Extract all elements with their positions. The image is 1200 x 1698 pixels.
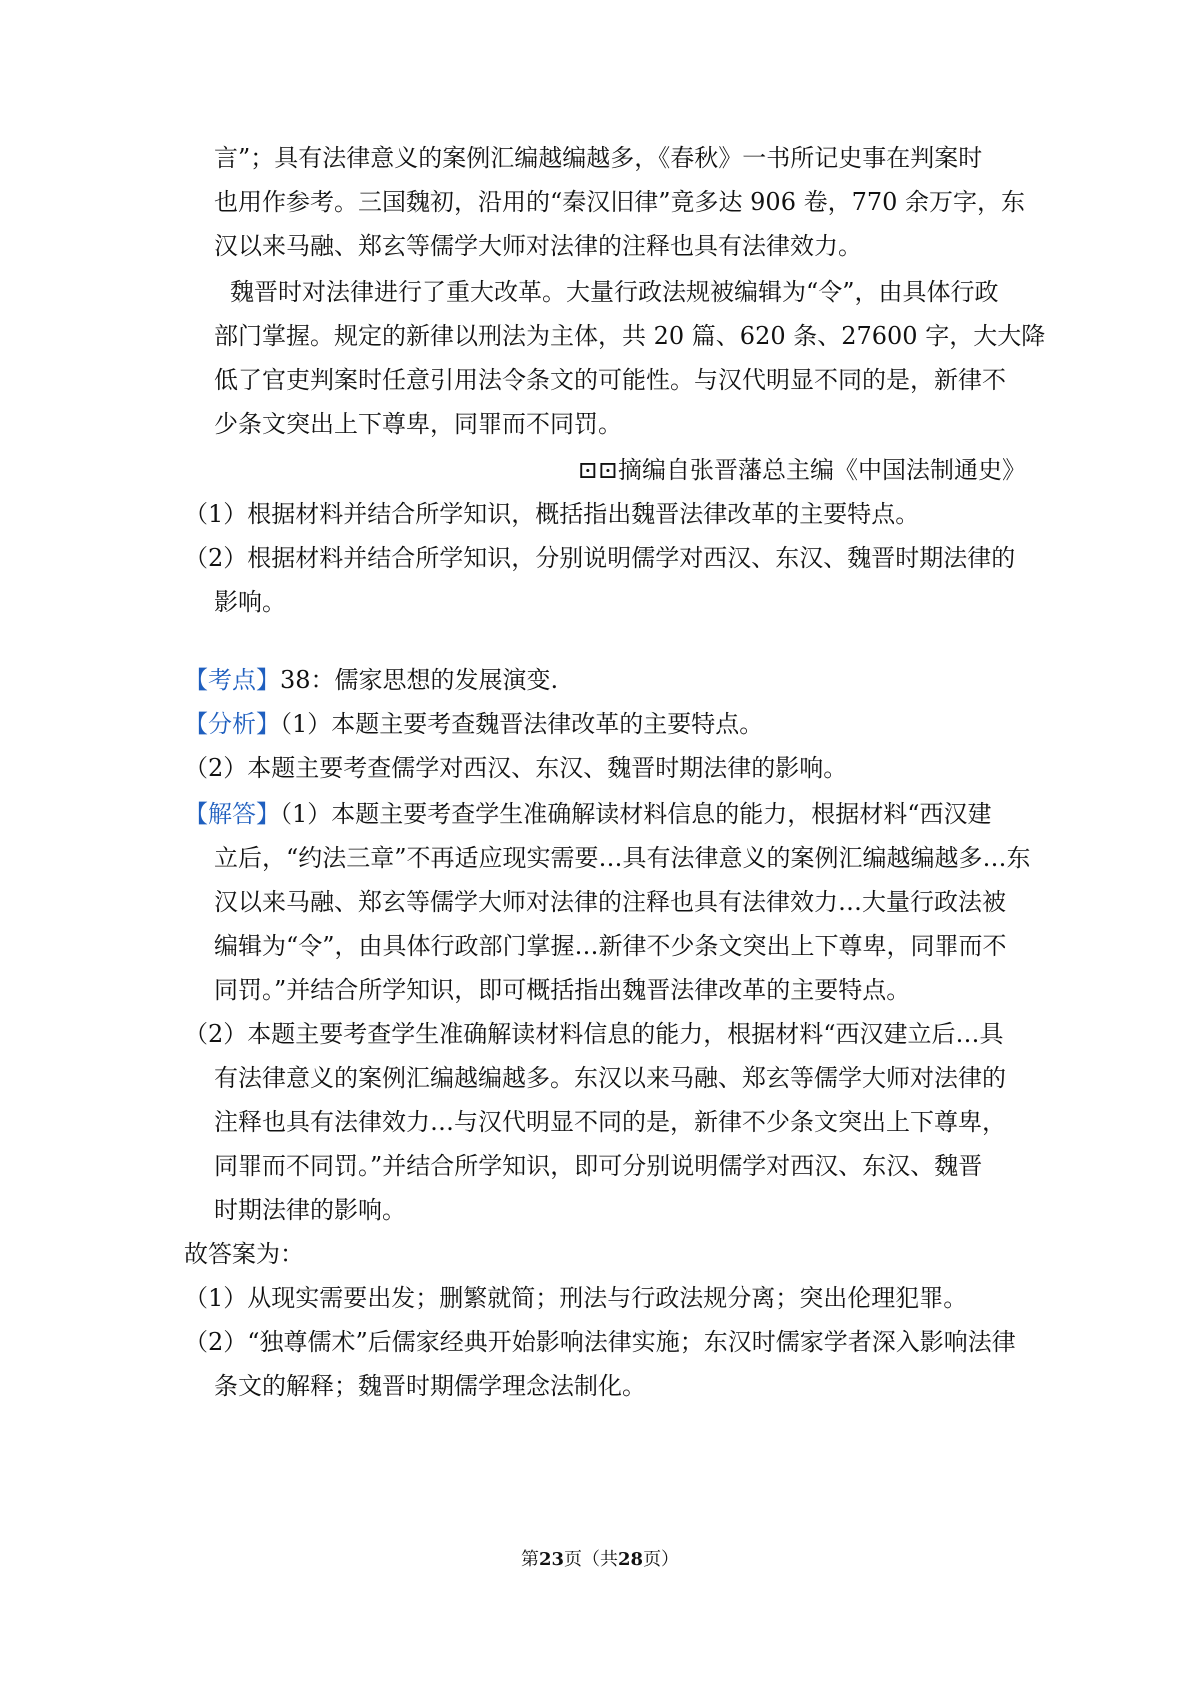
answer-intro: 故答案为： (184, 1240, 304, 1268)
material-line: 低了官吏判案时任意引用法令条文的可能性。与汉代明显不同的是，新律不 (214, 366, 1006, 394)
footer-total-pages: 28 (618, 1549, 644, 1570)
page-footer (0, 1548, 1200, 1572)
kaodian-text: 38：儒家思想的发展演变. (280, 666, 559, 694)
jieda-line: 汉以来马融、郑玄等儒学大师对法律的注释也具有法律效力…大量行政法被 (214, 888, 1006, 916)
footer-page-number: 23 (538, 1549, 564, 1570)
fenxi-row (184, 708, 763, 740)
footer-prefix: 第 (520, 1549, 539, 1570)
material-line: 魏晋时对法律进行了重大改革。大量行政法规被编辑为“令”，由具体行政 (230, 278, 999, 306)
footer-suffix: 页） (643, 1549, 680, 1570)
question-2-cont: 影响。 (214, 588, 286, 616)
footer-middle: 页（共 (564, 1549, 618, 1570)
jieda-line: 立后，“约法三章”不再适应现实需要…具有法律意义的案例汇编越编越多…东 (214, 844, 1031, 872)
jieda-row (184, 798, 992, 830)
question-2: （2）根据材料并结合所学知识，分别说明儒学对西汉、东汉、魏晋时期法律的 (184, 544, 1016, 572)
material-line: 少条文突出上下尊卑，同罪而不同罚。 (214, 410, 622, 438)
fenxi-tag: 【分析】 (184, 710, 280, 738)
answer-1: （1）从现实需要出发；删繁就简；刑法与行政法规分离；突出伦理犯罪。 (184, 1284, 968, 1312)
kaodian-tag: 【考点】 (184, 666, 280, 694)
jieda-tag: 【解答】 (184, 800, 280, 828)
source-citation: ⊡⊡摘编自张晋藩总主编《中国法制通史》 (577, 456, 1026, 484)
material-line: 也用作参考。三国魏初，沿用的“秦汉旧律”竟多达 906 卷，770 余万字，东 (214, 188, 1026, 216)
kaodian-row (184, 664, 558, 696)
jieda-2-line: （2）本题主要考查学生准确解读材料信息的能力，根据材料“西汉建立后…具 (184, 1020, 1004, 1048)
answer-2: （2）“独尊儒术”后儒家经典开始影响法律实施；东汉时儒家学者深入影响法律 (184, 1328, 1016, 1356)
material-line: 部门掌握。规定的新律以刑法为主体，共 20 篇、620 条、27600 字，大大降 (214, 322, 1046, 350)
material-line: 言”；具有法律意义的案例汇编越编越多，《春秋》一书所记史事在判案时 (214, 144, 983, 172)
jieda-line: 编辑为“令”，由具体行政部门掌握…新律不少条文突出上下尊卑，同罪而不 (214, 932, 1007, 960)
fenxi-text: （1）本题主要考查魏晋法律改革的主要特点。 (280, 710, 764, 738)
fenxi-line-2: （2）本题主要考查儒学对西汉、东汉、魏晋时期法律的影响。 (184, 754, 848, 782)
jieda-2-line: 同罪而不同罚。”并结合所学知识，即可分别说明儒学对西汉、东汉、魏晋 (214, 1152, 983, 1180)
material-line: 汉以来马融、郑玄等儒学大师对法律的注释也具有法律效力。 (214, 232, 862, 260)
jieda-2-line: 有法律意义的案例汇编越编越多。东汉以来马融、郑玄等儒学大师对法律的 (214, 1064, 1006, 1092)
answer-2-cont: 条文的解释；魏晋时期儒学理念法制化。 (214, 1372, 646, 1400)
jieda-2-line: 时期法律的影响。 (214, 1196, 406, 1224)
jieda-2-line: 注释也具有法律效力…与汉代明显不同的是，新律不少条文突出上下尊卑， (214, 1108, 1006, 1136)
question-1: （1）根据材料并结合所学知识，概括指出魏晋法律改革的主要特点。 (184, 500, 920, 528)
jieda-line: 同罚。”并结合所学知识，即可概括指出魏晋法律改革的主要特点。 (214, 976, 911, 1004)
jieda-text: （1）本题主要考查学生准确解读材料信息的能力，根据材料“西汉建 (280, 800, 992, 828)
